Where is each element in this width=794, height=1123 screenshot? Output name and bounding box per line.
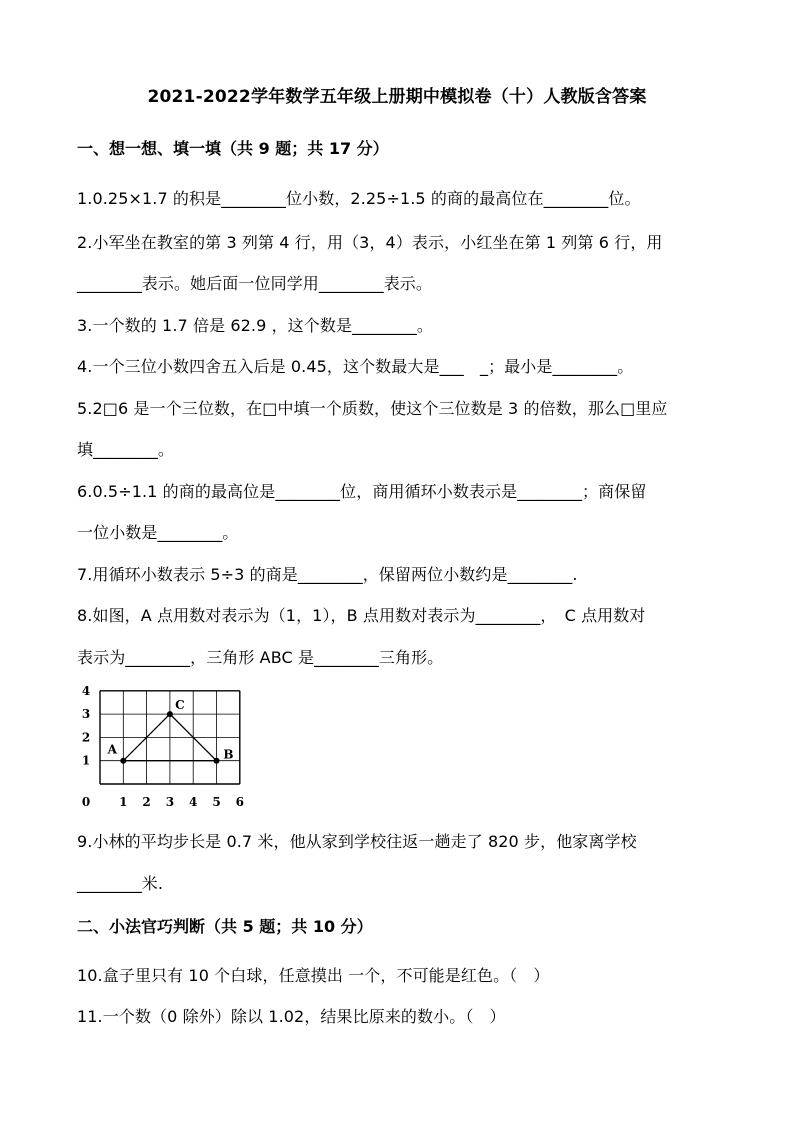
point-label-b: B	[223, 747, 234, 762]
y-tick-label: 3	[81, 707, 91, 722]
axis-tick-labels	[82, 684, 244, 809]
point-c	[167, 711, 173, 717]
question-2-line-1: 2.小军坐在教室的第 3 列第 4 行，用（3，4）表示，小红坐在第 1 列第 6 行，用	[77, 233, 663, 252]
y-tick-label: 4	[81, 683, 91, 698]
x-tick-label: 0	[81, 795, 91, 809]
x-tick-label: 4	[189, 795, 198, 809]
x-tick-label: 2	[142, 795, 151, 809]
question-9-line-2: ________米.	[77, 874, 164, 893]
point-b	[214, 758, 220, 764]
question-10: 10.盒子里只有 10 个白球，任意摸出 一个，不可能是红色。（ ）	[77, 966, 550, 985]
y-tick-label: 1	[81, 753, 91, 768]
section-1-heading: 一、想一想、填一填（共 9 题；共 17 分）	[77, 139, 389, 158]
question-7: 7.用循环小数表示 5÷3 的商是________，保留两位小数约是________.	[77, 565, 578, 584]
question-2-line-2: ________表示。她后面一位同学用________表示。	[77, 274, 433, 293]
question-8-line-2: 表示为________，三角形 ABC 是________三角形。	[77, 648, 444, 667]
question-11: 11.一个数（0 除外）除以 1.02，结果比原来的数小。（ ）	[77, 1007, 506, 1026]
question-4: 4.一个三位小数四舍五入后是 0.45，这个数最大是___ _；最小是________。	[77, 357, 634, 376]
coordinate-grid-figure	[78, 680, 258, 810]
question-8-line-1: 8.如图，A 点用数对表示为（1，1），B 点用数对表示为________， C 点用数对	[77, 606, 646, 625]
question-1: 1.0.25×1.7 的积是________位小数，2.25÷1.5 的商的最高位在________位。	[77, 189, 641, 208]
point-label-c: C	[175, 698, 185, 713]
y-tick-label: 2	[81, 730, 91, 745]
question-5-line-1: 5.2□6 是一个三位数，在□中填一个质数，使这个三位数是 3 的倍数，那么□里应	[77, 399, 668, 418]
point-label-a: A	[107, 742, 117, 757]
question-5-line-2: 填________。	[77, 440, 174, 459]
point-a	[120, 758, 126, 764]
grid-lines	[100, 691, 240, 784]
x-tick-label: 1	[119, 795, 128, 809]
document-title: 2021-2022学年数学五年级上册期中模拟卷（十）人教版含答案	[147, 87, 647, 107]
question-6-line-2: 一位小数是________。	[77, 523, 239, 542]
question-6-line-1: 6.0.5÷1.1 的商的最高位是________位，商用循环小数表示是________；商保留	[77, 482, 647, 501]
x-tick-label: 6	[235, 795, 244, 809]
x-tick-label: 5	[212, 795, 221, 809]
section-2-heading: 二、小法官巧判断（共 5 题；共 10 分）	[77, 917, 373, 936]
question-3: 3.一个数的 1.7 倍是 62.9 ，这个数是________。	[77, 316, 433, 335]
x-tick-label: 3	[165, 795, 175, 809]
question-9-line-1: 9.小林的平均步长是 0.7 米，他从家到学校往返一趟走了 820 步，他家离学校	[77, 832, 637, 851]
